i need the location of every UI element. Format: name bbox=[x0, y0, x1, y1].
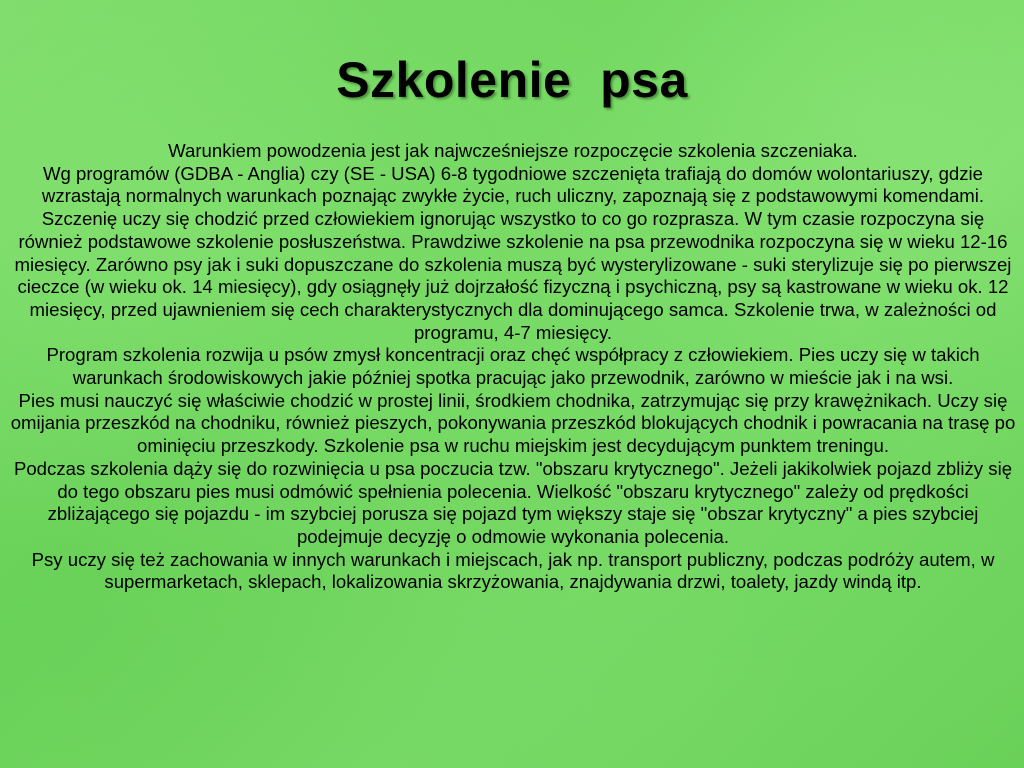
paragraph-4: Program szkolenia rozwija u psów zmysł koncentracji oraz chęć współpracy z człowiekiem. Pies uczy się w takich warunkach środowiskowych jakie później spotka pracując jako przewodnik, zarówno w mieście jak i na wsi. bbox=[46, 344, 980, 389]
slide-title: Szkolenie psa bbox=[336, 51, 688, 108]
paragraph-2: Wg programów (GDBA - Anglia) czy (SE - USA) 6-8 tygodniowe szczenięta trafiają do domów wolontariuszy, gdzie wzrastają normalnych warunkach poznając zwykłe życie, ruch uliczny, zapoznają się z podstawowymi komendami. bbox=[41, 162, 985, 207]
slide-body bbox=[8, 140, 1018, 594]
paragraph-3: Szczenię uczy się chodzić przed człowiekiem ignorując wszystko to co go rozprasza. W tym czasie rozpoczyna się również podstawowe szkolenie posłuszeństwa. Prawdziwe szkolenie na psa przewodnika rozpoczyna się w wieku 12-16 miesięcy. Zarówno psy jak i suki dopuszczane do szkolenia muszą być wysterylizowane - suki sterylizuje się po pierwszej cieczce (w wieku ok. 14 miesięcy), gdy osiągnęły już dojrzałość fizyczną i psychiczną, psy są kastrowane w wieku ok. 12 miesięcy, przed ujawnieniem się cech charakterystycznych dla dominującego samca. Szkolenie trwa, w zależności od programu, 4-7 miesięcy. bbox=[14, 208, 1012, 343]
paragraph-6: Podczas szkolenia dąży się do rozwinięcia u psa poczucia tzw. "obszaru krytycznego". Jeżeli jakikolwiek pojazd zbliży się do tego obszaru pies musi odmówić spełnienia polecenia. Wielkość "obszaru krytycznego" zależy od prędkości zbliżającego się pojazdu - im szybciej porusza się pojazd tym większy staje się "obszar krytyczny" a pies szybciej podejmuje decyzję o odmowie wykonania polecenia. bbox=[13, 457, 1013, 547]
paragraph-1: Warunkiem powodzenia jest jak najwcześniejsze rozpoczęcie szkolenia szczeniaka. bbox=[168, 140, 858, 161]
paragraph-7: Psy uczy się też zachowania w innych warunkach i miejscach, jak np. transport publiczny, podczas podróży autem, w supermarketach, sklepach, lokalizowania skrzyżowania, znajdywania drzwi, toalety, jazdy windą itp. bbox=[31, 548, 995, 593]
paragraph-5: Pies musi nauczyć się właściwie chodzić w prostej linii, środkiem chodnika, zatrzymując się przy krawężnikach. Uczy się omijania przeszkód na chodniku, również pieszych, pokonywania przeszkód blokujących chodnik i powracania na trasę po ominięciu przeszkody. Szkolenie psa w ruchu miejskim jest decydującym punktem treningu. bbox=[10, 389, 1016, 457]
